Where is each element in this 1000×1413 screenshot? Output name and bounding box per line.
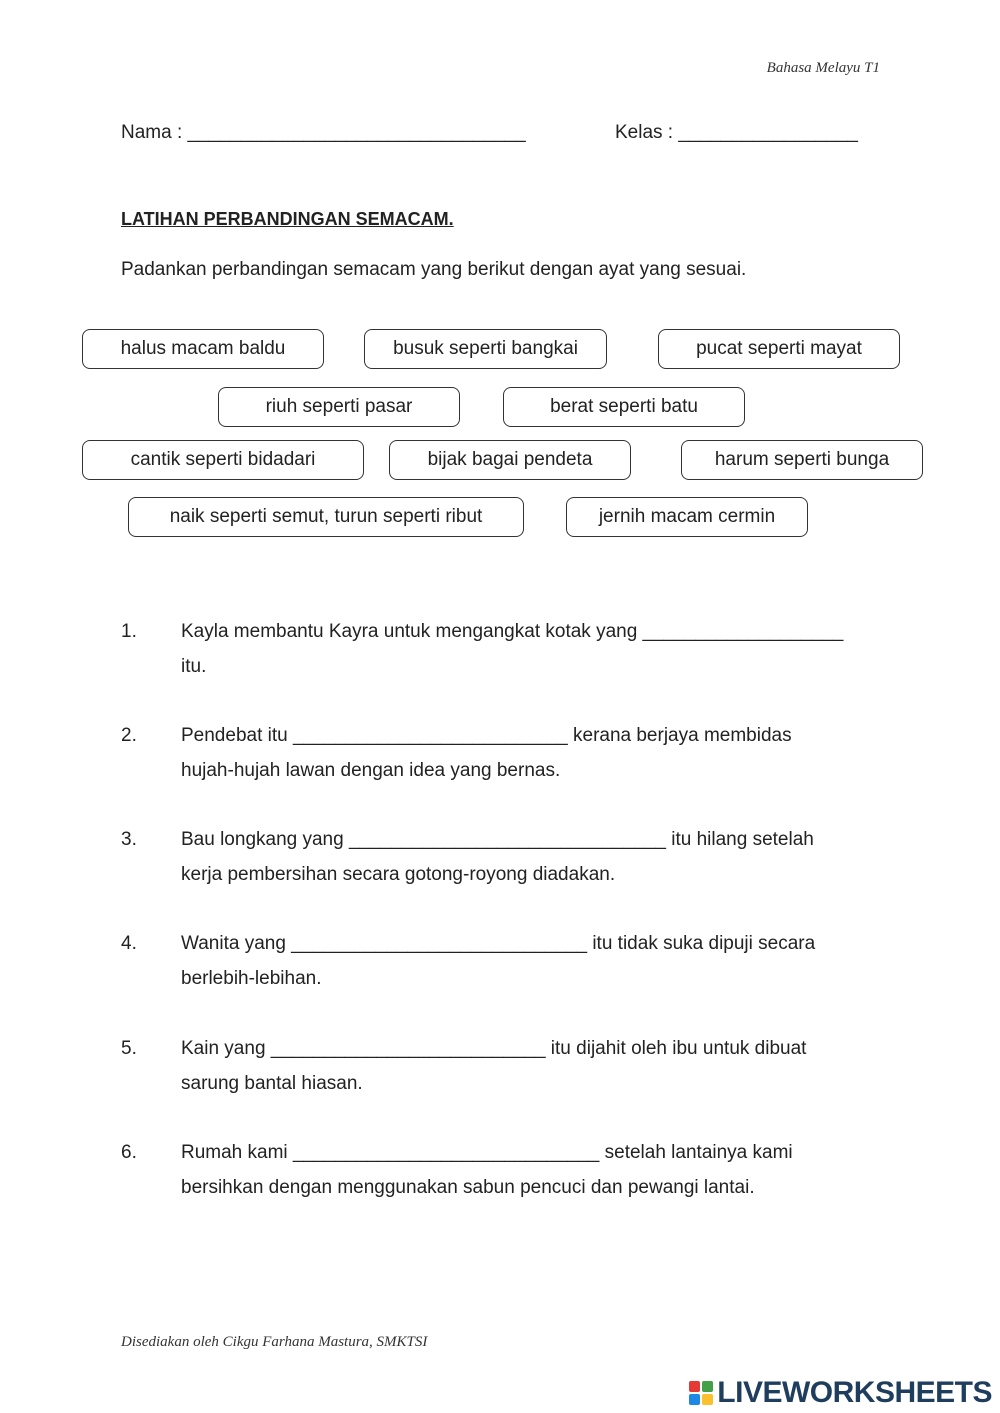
instruction-text: Padankan perbandingan semacam yang berikut dengan ayat yang sesuai. <box>121 259 747 280</box>
question-text[interactable]: Kain yang __________________________ itu dijahit oleh ibu untuk dibuat <box>181 1038 807 1059</box>
liveworksheets-logo-icon <box>689 1381 713 1405</box>
question-text: hujah-hujah lawan dengan idea yang bernas. <box>181 760 561 781</box>
question-text: itu. <box>181 656 207 677</box>
word-bank-item[interactable]: pucat seperti mayat <box>658 329 900 369</box>
question-text: kerja pembersihan secara gotong-royong diadakan. <box>181 864 616 885</box>
question-text: bersihkan dengan menggunakan sabun pencuci dan pewangi lantai. <box>181 1177 755 1198</box>
word-bank-item[interactable]: berat seperti batu <box>503 387 745 427</box>
question-number: 5. <box>121 1038 137 1059</box>
word-bank-item[interactable]: cantik seperti bidadari <box>82 440 364 480</box>
word-bank-item[interactable]: harum seperti bunga <box>681 440 923 480</box>
word-bank-item[interactable]: bijak bagai pendeta <box>389 440 631 480</box>
question-number: 2. <box>121 725 137 746</box>
name-field[interactable]: Nama : ________________________________ <box>121 122 526 143</box>
liveworksheets-brand[interactable] <box>689 1376 992 1410</box>
question-number: 6. <box>121 1142 137 1163</box>
subject-label: Bahasa Melayu T1 <box>766 60 880 76</box>
word-bank-item[interactable]: riuh seperti pasar <box>218 387 460 427</box>
class-field[interactable]: Kelas : _________________ <box>615 122 859 143</box>
author-credit: Disediakan oleh Cikgu Farhana Mastura, SMKTSI <box>121 1334 428 1350</box>
question-text[interactable]: Wanita yang ____________________________ itu tidak suka dipuji secara <box>181 933 816 954</box>
question-number: 4. <box>121 933 137 954</box>
question-number: 3. <box>121 829 137 850</box>
question-text: berlebih-lebihan. <box>181 968 322 989</box>
word-bank-item[interactable]: naik seperti semut, turun seperti ribut <box>128 497 524 537</box>
worksheet-title: LATIHAN PERBANDINGAN SEMACAM. <box>121 209 454 229</box>
question-text[interactable]: Kayla membantu Kayra untuk mengangkat kotak yang ___________________ <box>181 621 844 642</box>
word-bank-item[interactable]: busuk seperti bangkai <box>364 329 607 369</box>
word-bank-item[interactable]: halus macam baldu <box>82 329 324 369</box>
brand-name: LIVEWORKSHEETS <box>717 1376 992 1409</box>
question-text[interactable]: Rumah kami _____________________________ setelah lantainya kami <box>181 1142 793 1163</box>
question-text[interactable]: Pendebat itu __________________________ kerana berjaya membidas <box>181 725 792 746</box>
question-text[interactable]: Bau longkang yang ______________________________ itu hilang setelah <box>181 829 814 850</box>
word-bank-item[interactable]: jernih macam cermin <box>566 497 808 537</box>
question-number: 1. <box>121 621 137 642</box>
question-text: sarung bantal hiasan. <box>181 1073 363 1094</box>
